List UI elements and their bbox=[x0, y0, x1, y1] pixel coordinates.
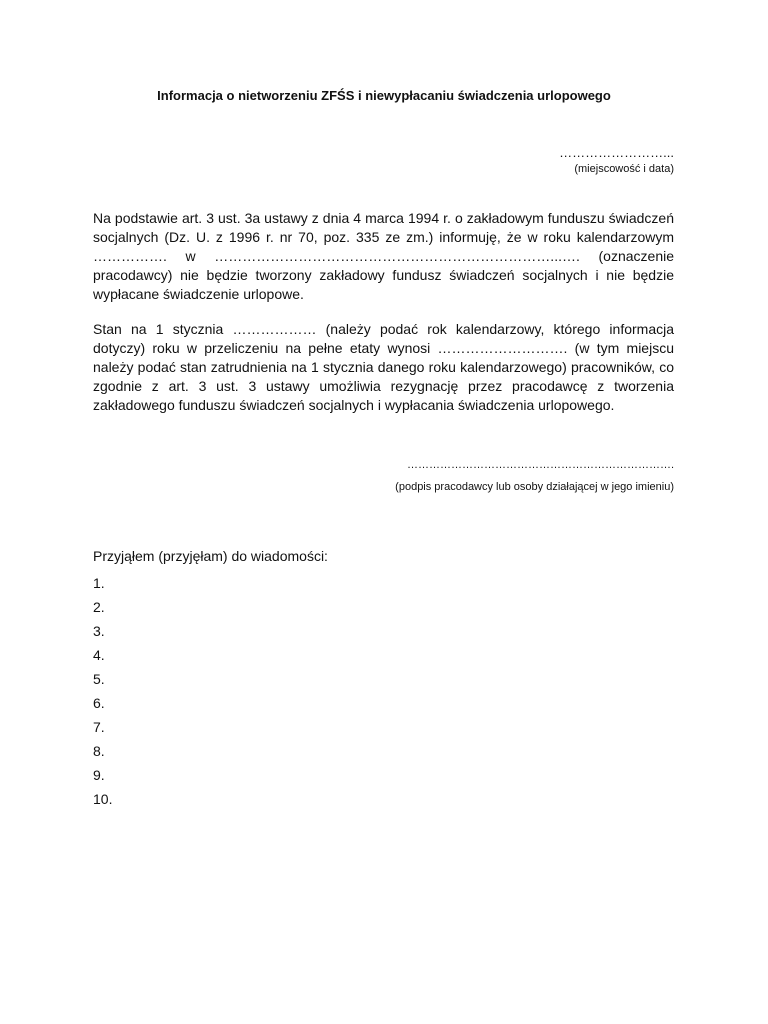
place-date-dots: ……………………... bbox=[559, 145, 674, 160]
list-item: 3. bbox=[93, 623, 105, 639]
list-item: 8. bbox=[93, 743, 105, 759]
list-item: 1. bbox=[93, 575, 105, 591]
signature-dots: ………………………………………………………………. bbox=[406, 459, 674, 471]
list-item: 6. bbox=[93, 695, 105, 711]
list-item: 10. bbox=[93, 791, 113, 807]
acknowledgement-list bbox=[93, 571, 328, 811]
list-item: 9. bbox=[93, 767, 105, 783]
list-item: 4. bbox=[93, 647, 105, 663]
paragraph-declaration: Na podstawie art. 3 ust. 3a ustawy z dnia 4 marca 1994 r. o zakładowym funduszu świadczeń socjalnych (Dz. U. z 1996 r. nr 70, poz. 335 ze zm.) informuję, że w roku kalendarzowym ……………. w ………………………………………………………………...…. (oznaczenie pracodawcy) nie będzie tworzony zakładowy fundusz świadczeń socjalnych i nie będzie wypłacane świadczenie urlopowe. bbox=[93, 210, 674, 302]
signature-block bbox=[395, 456, 674, 496]
signature-caption: (podpis pracodawcy lub osoby działającej w jego imieniu) bbox=[395, 481, 674, 493]
list-item: 2. bbox=[93, 599, 105, 615]
acknowledgement-section bbox=[93, 547, 328, 811]
acknowledgement-heading: Przyjąłem (przyjęłam) do wiadomości: bbox=[93, 548, 328, 564]
place-date-caption: (miejscowość i data) bbox=[574, 163, 674, 175]
document-title: Informacja o nietworzeniu ZFŚS i niewypłacaniu świadczenia urlopowego bbox=[157, 88, 611, 103]
place-date-block bbox=[559, 144, 674, 177]
list-item: 7. bbox=[93, 719, 105, 735]
list-item: 5. bbox=[93, 671, 105, 687]
paragraph-employment-status: Stan na 1 stycznia ……………… (należy podać rok kalendarzowy, którego informacja dotyczy) roku w przeliczeniu na pełne etaty wynosi ………………………. (w tym miejscu należy podać stan zatrudnienia na 1 stycznia danego roku kalendarzowego) pracowników, co zgodnie z art. 3 ust. 3 ustawy umożliwia rezygnację przez pracodawcę z tworzenia zakładowego funduszu świadczeń socjalnych i wypłacania świadczenia urlopowego. bbox=[93, 321, 674, 413]
